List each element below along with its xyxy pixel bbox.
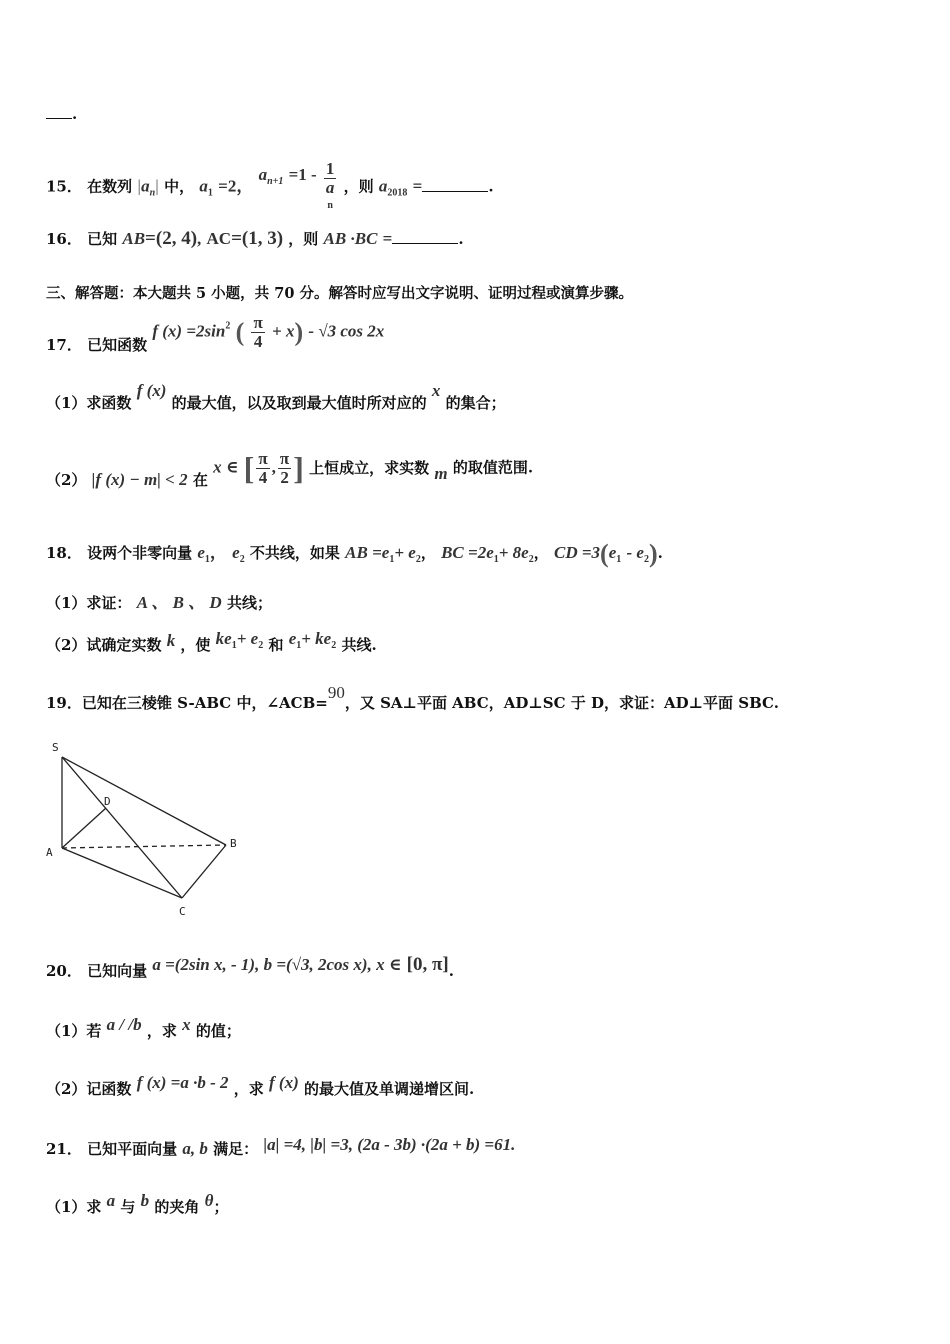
fraction: 1 a n xyxy=(325,159,335,211)
question-16: 16． 已知 AB=(2, 4), AC=(1, 3) ，则 AB ·BC = . xyxy=(46,228,464,249)
question-18-part-2: （2）试确定实数 k ，使 $ke_1+ e_2$ 和 $e_1+ ke_2$ 共线. xyxy=(46,629,377,654)
segment-AD xyxy=(62,808,106,848)
tetrahedron-figure xyxy=(40,735,250,925)
answer-blank xyxy=(46,104,72,119)
label-B: B xyxy=(230,837,237,850)
question-19: 19．已知在三棱锥 S-ABC 中，∠ACB=90，又 SA⊥平面 ABC，AD⊥SC 于 D，求证：AD⊥平面 SBC. xyxy=(46,683,779,712)
edge-AC xyxy=(62,848,182,898)
label-S: S xyxy=(52,741,59,754)
question-number: 15． xyxy=(46,177,82,196)
question-17-part-2: （2） |f (x) − m| < 2 在 x ∈ [ $\frac{\pi}{4}$ , $\frac{\pi}{2}$ ] 上恒成立，求实数 m 的取值范围. xyxy=(46,449,534,489)
previous-blank-fragment: . xyxy=(46,104,77,123)
question-20-part-2: （2）记函数 f (x) =a ·b - 2 ，求 f (x) 的最大值及单调递增区间. xyxy=(46,1073,475,1098)
label-A: A xyxy=(46,846,53,859)
edge-AB-hidden xyxy=(62,845,226,848)
question-number: 19． xyxy=(46,694,82,712)
answer-blank xyxy=(392,229,458,244)
question-21-part-1: （1）求 a 与 b 的夹角 θ； xyxy=(46,1191,229,1216)
question-18: 18． 设两个非零向量 $e_1$， $e_2$ 不共线，如果 AB $=e_1+ e_2$， BC $=2e_1+ 8e_2$， CD $=3(e_1 - e_2)$. xyxy=(46,539,663,568)
question-number: 17． xyxy=(46,335,82,354)
label-D: D xyxy=(104,795,111,808)
question-17-part-1: （1）求函数 f (x) 的最大值，以及取到最大值时所对应的 x 的集合； xyxy=(46,381,506,412)
question-21: 21． 已知平面向量 a, b 满足： |a| =4, |b| =3, (2a - 3b) ·(2a + b) =61. xyxy=(46,1135,516,1158)
question-18-part-1: （1）求证： A 、 B 、 D 共线； xyxy=(46,593,272,612)
edge-SC xyxy=(62,757,182,898)
question-17: 17． 已知函数 f $(x) =2\sin^2$ ( $\frac{\pi}{4}$ + x) - √3 cos 2x xyxy=(46,313,385,354)
question-number: 21． xyxy=(46,1140,82,1158)
question-20-part-1: （1）若 a / /b ，求 x 的值； xyxy=(46,1015,241,1040)
section-heading: 三、解答题：本大题共 5 小题，共 70 分。解答时应写出文字说明、证明过程或演算步骤。 xyxy=(46,285,633,302)
edge-SB xyxy=(62,757,226,845)
answer-blank xyxy=(422,177,488,192)
edge-BC xyxy=(182,845,226,898)
question-15: 15． 在数列 $|a_n|$ 中， $a_1 =2$， $a^{n+1} =1$ - 1 a n ，则 $a_{2018}$ = . xyxy=(46,160,494,215)
question-number: 20． xyxy=(46,962,82,980)
label-C: C xyxy=(179,905,186,918)
question-number: 18． xyxy=(46,544,82,562)
question-20: 20． 已知向量 a =(2sin x, - 1), b =(√3, 2cos x), x ∈ [0, π]. xyxy=(46,954,454,980)
question-number: 16． xyxy=(46,230,82,248)
